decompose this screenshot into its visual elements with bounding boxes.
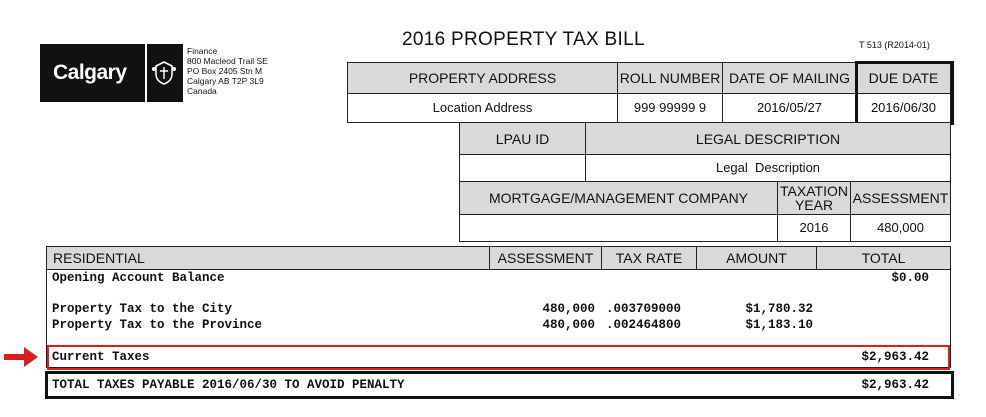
residential-header [46, 246, 490, 270]
address-line: Calgary AB T2P 3L9 [187, 76, 264, 86]
logo-text: Calgary [53, 61, 127, 84]
address-line: Finance [187, 46, 218, 56]
current-taxes-total: $2,963.42 [861, 350, 929, 364]
property-address-header: PROPERTY ADDRESS [347, 62, 618, 94]
residential-header-label: RESIDENTIAL [53, 250, 145, 266]
legal-description-header: LEGAL DESCRIPTION [585, 122, 951, 155]
finance-address [187, 46, 268, 96]
date-of-mailing-value: 2016/05/27 [722, 93, 857, 123]
province-tax-rate: .002464800 [606, 318, 682, 332]
city-tax-amount: $1,780.32 [745, 302, 813, 316]
city-tax-rate: .003709000 [606, 302, 682, 316]
date-of-mailing-header: DATE OF MAILING [722, 62, 857, 94]
mortgage-company-value [459, 214, 778, 242]
res-assessment-header: ASSESSMENT [489, 246, 602, 270]
province-tax-assessment: 480,000 [542, 318, 595, 332]
province-tax-label: Property Tax to the Province [52, 318, 263, 332]
address-line: 800 Macleod Trail SE [187, 56, 268, 66]
res-total-header: TOTAL [816, 246, 951, 270]
city-tax-assessment: 480,000 [542, 302, 595, 316]
opening-balance-total: $0.00 [891, 271, 929, 285]
address-line: PO Box 2405 Stn M [187, 66, 263, 76]
address-line: Canada [187, 86, 217, 96]
total-taxes-label: TOTAL TAXES PAYABLE 2016/06/30 TO AVOID PENALTY [52, 378, 405, 392]
due-date-highlight [855, 61, 954, 125]
province-tax-amount: $1,183.10 [745, 318, 813, 332]
coat-of-arms-icon [150, 59, 178, 87]
total-taxes-value: $2,963.42 [861, 378, 929, 392]
roll-number-header: ROLL NUMBER [617, 62, 723, 94]
city-logo [40, 44, 183, 102]
taxation-year-header: TAXATION YEAR [777, 181, 851, 215]
arrow-right-icon [2, 344, 40, 370]
logo-divider [145, 44, 147, 102]
form-code: T 513 (R2014-01) [859, 40, 930, 50]
taxation-year-value: 2016 [777, 214, 851, 242]
lpau-id-value [459, 154, 586, 182]
opening-balance-label: Opening Account Balance [52, 271, 225, 285]
legal-description-value: Legal Description [585, 154, 951, 182]
assessment-header: ASSESSMENT [850, 181, 951, 215]
due-date-header: DUE DATE [856, 62, 951, 94]
roll-number-value: 999 99999 9 [617, 93, 723, 123]
property-address-value: Location Address [347, 93, 618, 123]
city-tax-label: Property Tax to the City [52, 302, 233, 316]
lpau-id-header: LPAU ID [459, 122, 586, 155]
mortgage-company-header: MORTGAGE/MANAGEMENT COMPANY [459, 181, 778, 215]
bill-title: 2016 PROPERTY TAX BILL [402, 29, 645, 50]
res-amount-header: AMOUNT [696, 246, 817, 270]
current-taxes-row [47, 345, 950, 370]
current-taxes-label: Current Taxes [52, 350, 150, 364]
assessment-value: 480,000 [850, 214, 951, 242]
due-date-value: 2016/06/30 [856, 93, 951, 123]
res-tax-rate-header: TAX RATE [601, 246, 697, 270]
